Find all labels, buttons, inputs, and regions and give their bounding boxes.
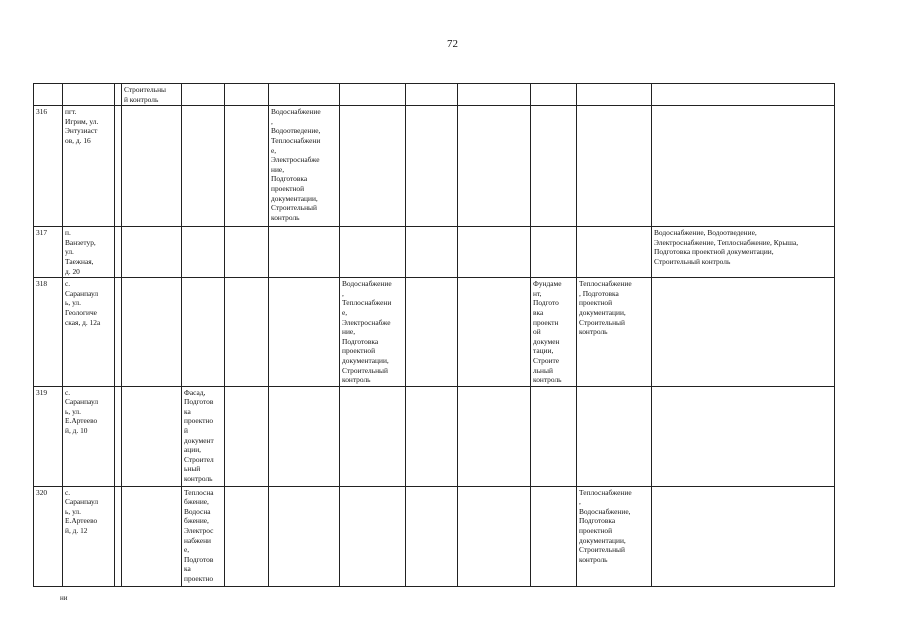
work-type-cell [577,386,652,486]
work-type-cell: Водоснабжение, Водоотведение, Электроснабжение, Теплоснабжение, Крыша, Подготовка проектной документации, Строительный контроль [652,227,835,278]
work-type-cell [577,227,652,278]
work-type-cell [269,227,340,278]
work-type-cell [531,227,577,278]
work-type-cell [182,278,225,387]
work-type-cell [652,386,835,486]
work-type-cell [406,227,458,278]
table-cell [34,84,63,106]
table-cell [225,84,269,106]
row-number-cell: 317 [34,227,63,278]
address-cell: пгт. Игрим, ул. Энтузиаст ов, д. 16 [63,106,115,227]
work-type-cell [225,106,269,227]
table-row [34,278,835,387]
work-type-cell [115,278,122,387]
work-type-cell [340,386,406,486]
work-type-cell [115,486,122,586]
address-cell: с. Саранпаул ь, ул. Е.Артеево й, д. 12 [63,486,115,586]
work-type-cell [458,278,531,387]
table-cell [182,84,225,106]
page-number: 72 [447,38,458,50]
table-row [34,84,835,106]
work-type-cell: Водоснабжение , Теплоснабжени е, Электроснабже ние, Подготовка проектной документации, Строительный контроль [340,278,406,387]
work-type-cell [406,386,458,486]
table-row [34,486,835,586]
work-type-cell [406,486,458,586]
work-type-cell [269,386,340,486]
table-cell [406,84,458,106]
footer-fragment: ни [60,594,68,602]
work-type-cell [406,106,458,227]
work-type-cell: Теплоснабжение , Водоснабжение, Подготовка проектной документации, Строительный контроль [577,486,652,586]
table-cell [458,84,531,106]
work-type-cell [225,278,269,387]
address-cell: п. Ванзетур, ул. Таежная, д. 20 [63,227,115,278]
work-type-cell [458,106,531,227]
work-type-cell [182,227,225,278]
work-type-cell [115,106,122,227]
table-row [34,386,835,486]
address-cell: с. Саранпаул ь, ул. Е.Артеево й, д. 10 [63,386,115,486]
work-type-cell: Фасад, Подготов ка проектно й документ ации, Строител ьный контроль [182,386,225,486]
repair-schedule-table [33,83,835,587]
work-type-cell [531,486,577,586]
table-cell: Строительны й контроль [122,84,182,106]
work-type-cell [269,278,340,387]
table-cell [577,84,652,106]
work-type-cell [269,486,340,586]
work-type-cell [182,106,225,227]
work-type-cell [340,227,406,278]
work-type-cell: Теплоснабжение , Подготовка проектной документации, Строительный контроль [577,278,652,387]
work-type-cell [122,386,182,486]
row-number-cell: 320 [34,486,63,586]
address-cell: с. Саранпаул ь, ул. Геологиче ская, д. 12а [63,278,115,387]
table-row [34,106,835,227]
work-type-cell [531,106,577,227]
work-type-cell [340,106,406,227]
work-type-cell [577,106,652,227]
work-type-cell [122,486,182,586]
table-row [34,227,835,278]
work-type-cell: Фундаме нт, Подгото вка проектн ой докумен тации, Строите льный контроль [531,278,577,387]
work-type-cell [115,386,122,486]
work-type-cell [225,486,269,586]
table-cell [63,84,115,106]
work-type-cell [225,227,269,278]
work-type-cell [652,106,835,227]
work-type-cell [458,486,531,586]
row-number-cell: 319 [34,386,63,486]
work-type-cell [122,227,182,278]
table-cell [652,84,835,106]
table-cell [269,84,340,106]
work-type-cell [652,278,835,387]
row-number-cell: 318 [34,278,63,387]
work-type-cell [225,386,269,486]
table-cell [531,84,577,106]
work-type-cell [458,386,531,486]
table-cell [115,84,122,106]
row-number-cell: 316 [34,106,63,227]
work-type-cell [406,278,458,387]
work-type-cell [531,386,577,486]
work-type-cell [340,486,406,586]
work-type-cell: Водоснабжение , Водоотведение, Теплоснабжени е, Электроснабже ние, Подготовка проектной документации, Строительный контроль [269,106,340,227]
work-type-cell [458,227,531,278]
work-type-cell [652,486,835,586]
table-cell [340,84,406,106]
work-type-cell [122,278,182,387]
work-type-cell: Теплосна бжение, Водосна бжение, Электрос набжени е, Подготов ка проектно [182,486,225,586]
work-type-cell [115,227,122,278]
work-type-cell [122,106,182,227]
